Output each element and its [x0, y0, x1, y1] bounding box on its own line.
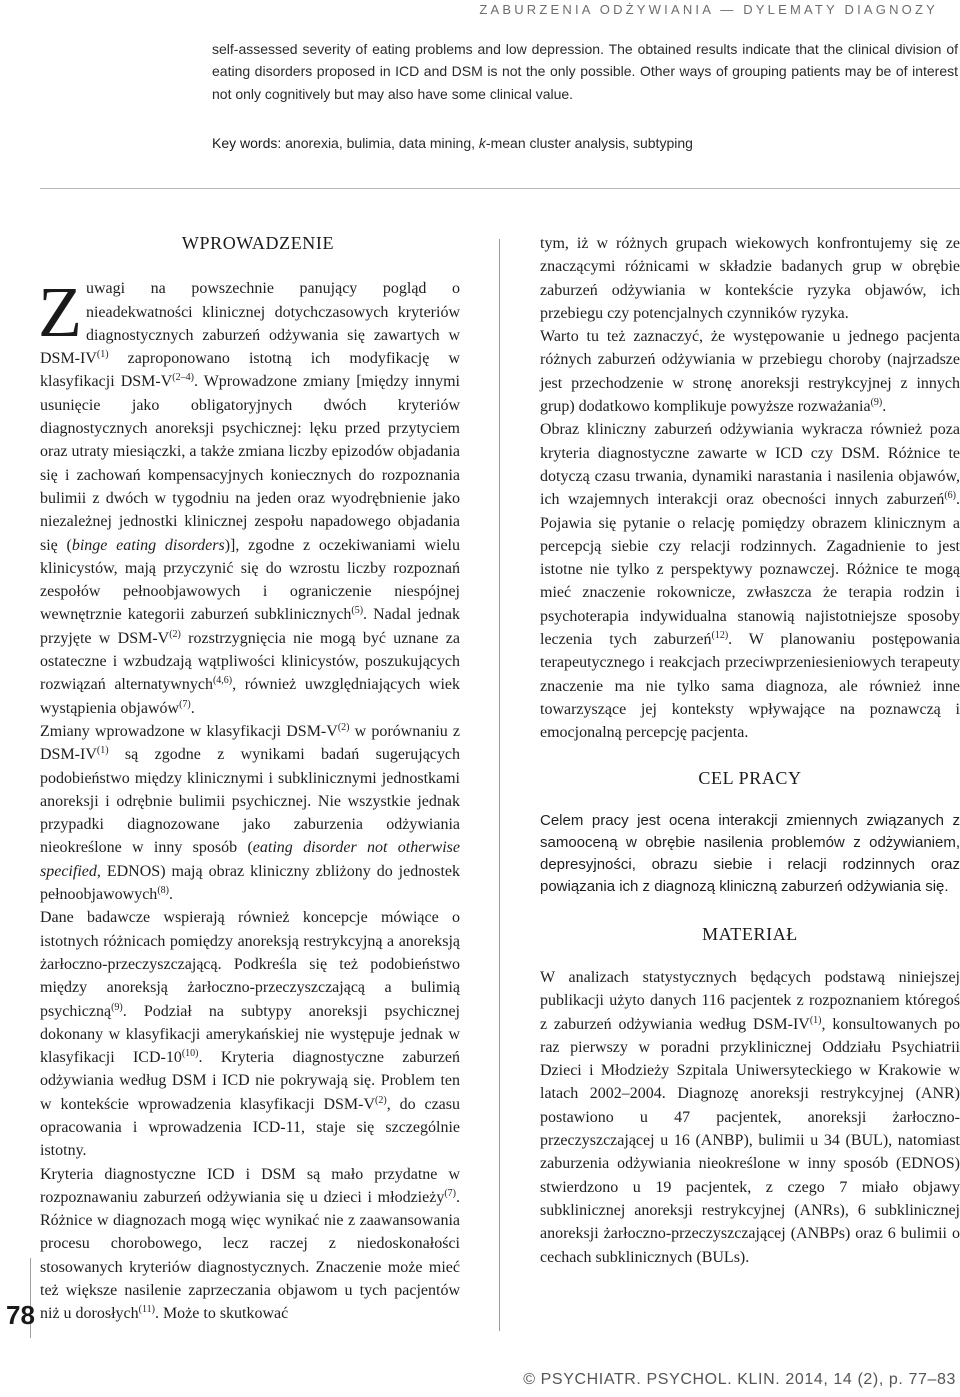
citation-ref: (8)	[157, 885, 169, 897]
citation-ref: (6)	[944, 490, 956, 502]
citation-ref: (4,6)	[212, 675, 233, 687]
journal-citation-footer: © PSYCHIATR. PSYCHOL. KLIN. 2014, 14 (2), p. 77–83	[523, 1371, 956, 1388]
citation-ref: (10)	[181, 1048, 199, 1060]
text-run: . Nadal jednak przyjęte w DSM-V	[40, 606, 461, 647]
text-run: uwagi na powszechnie panujący pogląd o nieadekwatności klinicznej dotychczasowych kryteriów diagnostycznych zaburzeń odżywania się zawartych w DSM-IV	[40, 280, 460, 368]
keywords-text-a: anorexia, bulimia, data mining,	[281, 135, 479, 151]
section-heading-material: MATERIAŁ	[702, 923, 798, 944]
citation-ref: (5)	[351, 605, 364, 617]
text-run: Obraz kliniczny zaburzeń odżywiania wykracza również poza kryteria diagnostyczne zawarte w ICD czy DSM. Różnice te dotyczą czasu trwania, dynamiki narastania i nasilenia objawów, ich wzajemnych interakcji oraz obecności innych zaburzeń	[540, 421, 960, 509]
keywords-italic-k: k	[478, 135, 486, 151]
text-run: Kryteria diagnostyczne ICD i DSM są mało przydatne w rozpoznawaniu zaburzeń odżywiania się u dzieci i młodzieży	[40, 1165, 460, 1206]
column-divider	[499, 239, 500, 1331]
text-run: Dane badawcze wspierają również koncepcje mówiące o istotnych różnicach pomiędzy anoreksją restrykcyjną a anoreksją żarłoczno-przeczyszczającą. Podkreśla się też podobieństwo między anoreksją żarłoczno-przeczyszczającą a bulimią psychiczną	[40, 909, 460, 1020]
citation-ref: (9)	[111, 1001, 123, 1013]
text-run: . Kryteria diagnostyczne zaburzeń odżywiania według DSM i ICD nie pokrywają się. Problem ten w kontekście wprowadzenia klasyfikacji DSM-V	[40, 1049, 461, 1113]
intro-paragraph-3	[40, 906, 460, 1162]
text-run: .	[190, 699, 195, 717]
section-heading-aim: CEL PRACY	[698, 767, 802, 788]
citation-ref: (1)	[96, 349, 109, 361]
drop-cap: Z	[38, 272, 82, 353]
citation-ref: (1)	[96, 745, 109, 757]
italic-term: eating disorder not otherwise specified	[40, 839, 461, 880]
text-run: )], zgodne z oczekiwaniami wielu klinicystów, mają przyczynić się do wzrostu liczby rozpoznań zespołów pełnoobjawowych i ograniczenie niespójnej wewnętrznie kategorii zaburzeń subklinicznych	[40, 536, 460, 624]
text-run: , do czasu opracowania i wprowadzenia ICD-11, staje się szczególnie istotny.	[40, 1095, 461, 1160]
intro-paragraph-6	[540, 325, 960, 418]
text-run: Warto tu też zaznaczyć, że występowanie u jednego pacjenta różnych zaburzeń odżywiania w przebiegu choroby (najrzadsze jest przechodzenie w stronę anoreksji restrykcyjnej z innych grup) dodatkowo komplikuje powyższe rozważania	[540, 328, 960, 416]
citation-ref: (9)	[870, 397, 883, 409]
running-head: ZABURZENIA ODŻYWIANIA — DYLEMATY DIAGNOZY	[479, 2, 938, 17]
text-run: . W planowaniu postępowania terapeutycznego i reakcjach przeciwprzeniesieniowych terapeuty znaczenie ma nie tylko sama diagnoza, ale również inne towarzyszące jej konteksty wpływające na poznawczą i emocjonalną percepcję pacjenta.	[540, 631, 960, 742]
citation-ref: (11)	[138, 1304, 155, 1316]
left-column	[40, 232, 460, 1326]
text-run: , również uwzględniających wiek wystąpienia objawów	[40, 676, 461, 717]
citation-ref: (1)	[809, 1014, 822, 1026]
keywords-line	[212, 133, 958, 153]
intro-paragraph-1	[38, 272, 461, 720]
text-run: w porównaniu z DSM-IV	[40, 722, 461, 764]
citation-ref: (2–4)	[172, 372, 194, 384]
intro-paragraph-4	[40, 1163, 460, 1326]
page-number: 78	[6, 1300, 35, 1330]
text-run: zaproponowano istotną ich modyfikację w klasyfikacji DSM-V	[40, 350, 460, 391]
text-run: . Podział na subtypy anoreksji psychicznej dokonany w klasyfikacji amerykańskiej nie występuje jednak w klasyfikacji ICD-10	[40, 1002, 460, 1067]
citation-ref: (2)	[169, 628, 181, 640]
citation-ref: (7)	[179, 698, 191, 710]
aim-paragraph: Celem pracy jest ocena interakcji zmiennych związanych z samooceną w obrębie nasilenia problemów z odżywianiem, depresyjności, obrazu siebie i relacji rodzinnych oraz powiązania ich z diagnozą kliniczną zaburzeń odżywiania się.	[540, 811, 960, 896]
keywords-text-b: -mean cluster analysis, subtyping	[485, 135, 693, 151]
text-run: , konsultowanych po raz pierwszy w poradni przyklinicznej Oddziału Psychiatrii Dzieci i Młodzieży Szpitala Uniwersyteckiego w Krakowie w latach 2002–2004. Diagnozę anoreksji restrykcyjnej (ANR) postawiono u 47 pacjentek, anoreksji żarłoczno-przeczyszczającej u 16 (ANBP), bulimii u 34 (BUL), natomiast zaburzenia odżywiania nieokreślone w inny sposób (EDNOS) stwierdzono u 19 pacjentek, z czego 7 miało objawy subklinicznej anoreksji restrykcyjnej (ANRs), 6 subklinicznej anoreksji żarłoczno-przeczyszczającej (ANBPs) oraz 6 bulimii o cechach subklinicznych (BULs).	[540, 1015, 960, 1266]
italic-term: binge eating disorders	[71, 536, 225, 554]
citation-ref: (2)	[375, 1094, 387, 1106]
text-run: , EDNOS) mają obraz kliniczny zbliżony do jednostek pełnoobjawowych	[40, 862, 460, 904]
right-column	[540, 232, 960, 1269]
intro-paragraph-2	[40, 720, 460, 906]
citation-ref: (12)	[711, 630, 729, 642]
material-paragraph	[540, 966, 960, 1269]
text-run: . Może to skutkować	[154, 1305, 289, 1323]
section-divider	[40, 188, 960, 189]
citation-ref: (7)	[444, 1187, 456, 1199]
text-run: .	[168, 886, 173, 904]
keywords-label: Key words:	[212, 135, 282, 151]
intro-paragraph-7	[540, 418, 960, 744]
text-run: są zgodne z wynikami badań sugerujących podobieństwo między klinicznymi i subklinicznymi jednostkami anoreksji i odrębnie bulimii psychicznej. Nie wszystkie jednak przypadki diagnozowane jako zaburzenia odżywiania nieokreślone w inny sposób (	[40, 746, 460, 857]
text-run: . Różnice w diagnozach mogą więc wynikać nie z zaawansowania procesu chorobowego, lecz raczej z niedoskonałości stosowanych kryteriów diagnostycznych. Znaczenie może mieć też większe nasilenie zaprzeczania objawom u tych pacjentów niż u dorosłych	[40, 1188, 460, 1323]
intro-paragraph-5: tym, iż w różnych grupach wiekowych konfrontujemy się ze znaczącymi różnicami w składzie badanych grup w obrębie zaburzeń odżywiania w kontekście ryzyka objawów, ich przebiegu czy potencjalnych czynników ryzyka.	[540, 235, 960, 322]
citation-ref: (2)	[337, 721, 350, 733]
text-run: .	[882, 398, 887, 416]
section-heading-introduction: WPROWADZENIE	[181, 233, 335, 253]
abstract-continuation: self-assessed severity of eating problems and low depression. The obtained results indicate that the clinical division of eating disorders proposed in ICD and DSM is not the only possible. Other ways of grouping patients may be of interest not only cognitively but may also have some clinical value.	[212, 41, 958, 102]
text-run: . Pojawia się pytanie o relację pomiędzy obrazem klinicznym a percepcją siebie czy relacji rodzinnych. Zagadnienie to jest istotne nie tylko z perspektywy poznawczej. Różnice te mogą mieć znaczenie rokownicze, zwłaszcza że terapia rodzin i psychoterapia indywidualna stanowią najistotniejsze sposoby leczenia tych zaburzeń	[540, 491, 960, 649]
text-run: rozstrzygnięcia nie mogą być uznane za ostateczne i wzbudzają wątpliwości klinicystów, poszukujących rozwiązań alternatywnych	[40, 629, 460, 694]
text-run: W analizach statystycznych będących podstawą niniejszej publikacji użyto danych 116 pacjentek z rozpoznaniem któregoś z zaburzeń odżywiania według DSM-IV	[540, 968, 960, 1033]
text-run: Zmiany wprowadzone w klasyfikacji DSM-V	[40, 722, 338, 740]
text-run: . Wprowadzone zmiany [między innymi usunięcie jako obligatoryjnych dwóch kryteriów diagnostycznych anoreksji psychicznej: lęku przed przytyciem oraz utraty miesiączki, a także zmiana liczby epizodów objadania się i zachowań kompensacyjnych koniecznych do rozpoznania bulimii z dwóch w tygodniu na jeden oraz wyodrębnienie jako niezależnej jednostki klinicznej zespołu napadowego objadania się (	[40, 373, 461, 554]
